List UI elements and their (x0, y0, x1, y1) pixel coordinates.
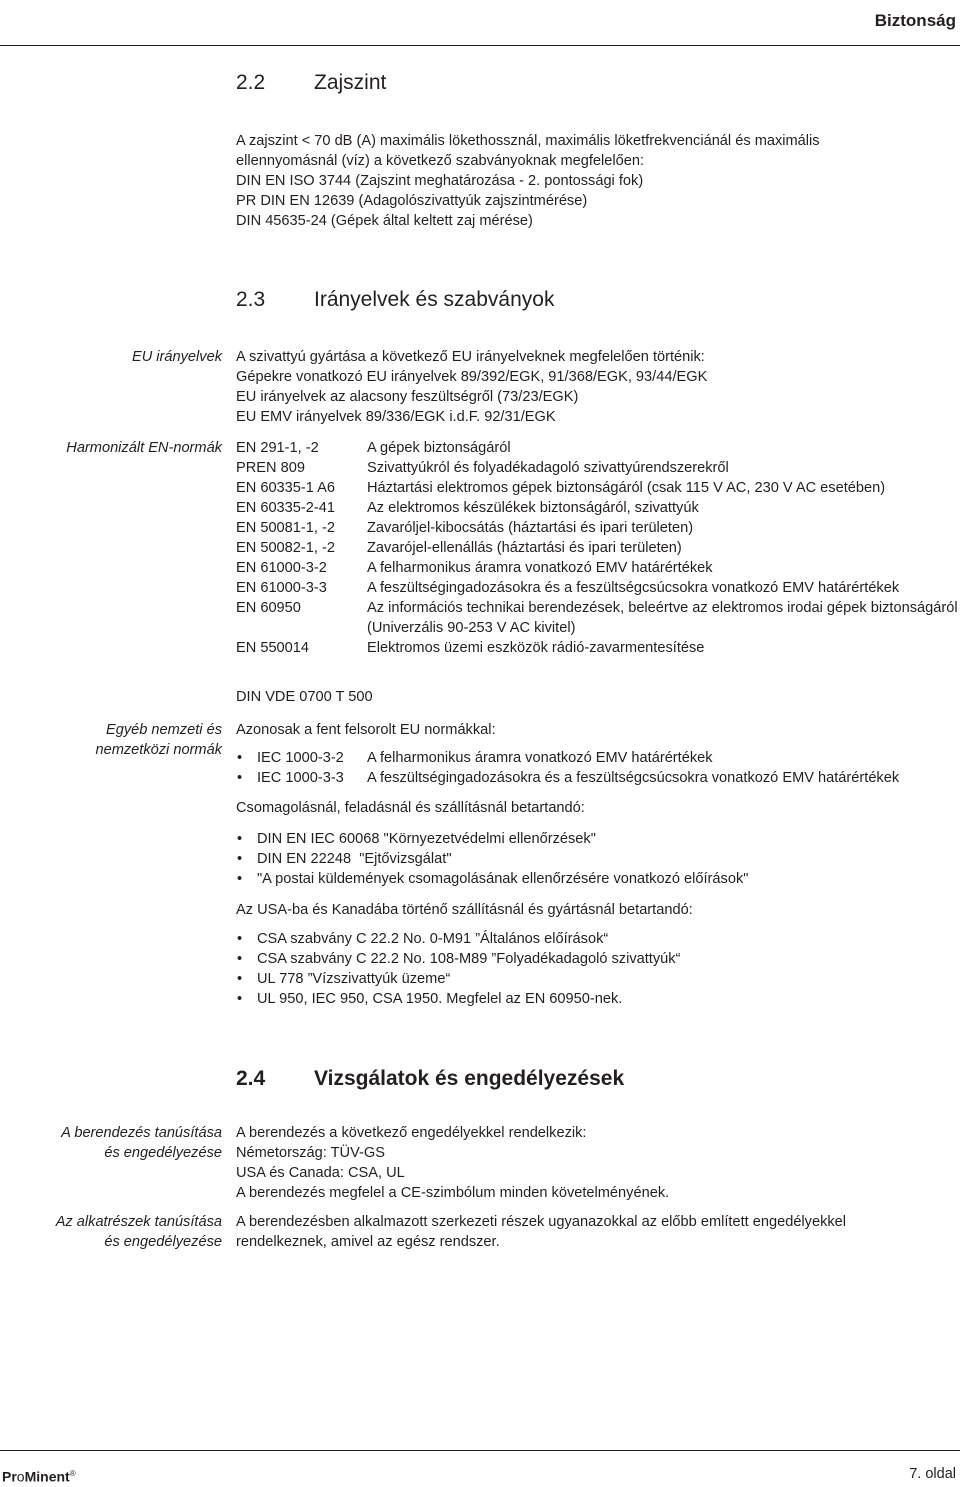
margin-label-line: és engedélyezése (104, 1145, 222, 1161)
standard-description: Elektromos üzemi eszközök rádió-zavarmentesítése (367, 640, 705, 656)
usa-list (236, 929, 958, 1009)
text-line: DIN EN ISO 3744 (Zajszint meghatározása - 2. pontossági fok) (236, 173, 644, 189)
text-line: EU EMV irányelvek 89/336/EGK i.d.F. 92/31/EGK (236, 409, 556, 425)
table-row (236, 498, 958, 518)
bullet: • (237, 991, 243, 1007)
text-line: A berendezés a következő engedélyekkel rendelkezik: (236, 1125, 587, 1141)
standard-code: EN 60950 (236, 600, 301, 616)
bullet: • (237, 951, 243, 967)
text-line: ellennyomásnál (víz) a következő szabványoknak megfelelően: (236, 153, 645, 169)
list-item (236, 768, 958, 788)
usa-intro: Az USA-ba és Kanadába történő szállításnál és gyártásnál betartandó: (236, 902, 693, 918)
table-row (236, 618, 958, 638)
running-header: Biztonság (874, 11, 956, 30)
margin-label-eu-directives: EU irányelvek (131, 349, 222, 365)
text-line: Németország: TÜV-GS (236, 1145, 385, 1161)
list-item (236, 969, 958, 989)
standard-description: Az információs technikai berendezések, beleértve az elektromos irodai gépek biztonságáról (367, 600, 958, 616)
margin-label-harmonized: Harmonizált EN-normák (66, 440, 222, 456)
iec-list (236, 748, 958, 788)
bullet: • (237, 851, 243, 867)
section-title: Zajszint (314, 71, 387, 94)
standard-description: A gépek biztonságáról (367, 440, 511, 456)
margin-label-device-cert (0, 1123, 222, 1163)
table-row (236, 538, 958, 558)
standard-code: EN 60335-1 A6 (236, 480, 335, 496)
table-row (236, 558, 958, 578)
table-row (236, 638, 958, 658)
eu-same-intro: Azonosak a fent felsorolt EU normákkal: (236, 722, 496, 738)
list-item (236, 949, 958, 969)
header-divider (0, 45, 960, 46)
eu-directives-text (236, 347, 958, 427)
table-row (236, 598, 958, 618)
text-line: EU irányelvek az alacsony feszültségről (73/23/EGK) (236, 389, 579, 405)
standard-description: A felharmonikus áramra vonatkozó EMV határértékek (367, 560, 713, 576)
margin-label-line: Az alkatrészek tanúsítása (55, 1214, 222, 1230)
standard-description: (Univerzális 90-253 V AC kivitel) (367, 620, 576, 636)
logo-text: Pr (2, 1468, 17, 1485)
list-item (236, 989, 958, 1009)
text-line: Gépekre vonatkozó EU irányelvek 89/392/EGK, 91/368/EGK, 93/44/EGK (236, 369, 708, 385)
margin-label-line: és engedélyezése (104, 1234, 222, 1250)
section-number: 2.4 (236, 1067, 266, 1090)
section-heading-2-4 (236, 1069, 624, 1089)
list-item-text: DIN EN 22248 "Ejtővizsgálat" (257, 851, 452, 867)
standard-description: A feszültségingadozásokra és a feszültségcsúcsokra vonatkozó EMV határértékek (367, 580, 900, 596)
standard-description: A felharmonikus áramra vonatkozó EMV határértékek (367, 750, 713, 766)
bullet: • (237, 931, 243, 947)
text-line: USA és Canada: CSA, UL (236, 1165, 405, 1181)
margin-label-other-norms (0, 720, 222, 760)
bullet: • (237, 750, 243, 766)
section-number: 2.3 (236, 288, 266, 311)
bullet: • (237, 770, 243, 786)
list-item (236, 829, 958, 849)
list-item (236, 849, 958, 869)
device-cert-text (236, 1123, 958, 1203)
bullet: • (237, 971, 243, 987)
list-item-text: "A postai küldemények csomagolásának ellenőrzésére vonatkozó előírások" (257, 871, 749, 887)
standard-description: Zavaróljel-kibocsátás (háztartási és ipari területen) (367, 520, 694, 536)
text-line: A berendezés megfelel a CE-szimbólum minden követelményének. (236, 1185, 670, 1201)
standard-code (236, 618, 367, 638)
harmonized-standards-table (236, 438, 958, 658)
text-line: A szivattyú gyártása a következő EU irányelveknek megfelelően történik: (236, 349, 705, 365)
list-item (236, 748, 958, 768)
list-item (236, 869, 958, 889)
margin-label-line: Egyéb nemzeti és (105, 722, 222, 738)
logo-text: o (16, 1468, 25, 1485)
margin-label-line: A berendezés tanúsítása (61, 1125, 222, 1141)
standard-code: EN 60335-2-41 (236, 500, 335, 516)
standard-code: EN 50081-1, -2 (236, 520, 335, 536)
standard-code: EN 61000-3-2 (236, 560, 327, 576)
standard-description: Szivattyúkról és folyadékadagoló szivattyúrendszerekről (367, 460, 729, 476)
section-heading-2-3 (236, 290, 554, 310)
section-number: 2.2 (236, 71, 266, 94)
noise-paragraph (236, 131, 958, 231)
text-line: rendelkeznek, amivel az egész rendszer. (236, 1234, 500, 1250)
standard-description: A feszültségingadozásokra és a feszültségcsúcsokra vonatkozó EMV határértékek (367, 770, 900, 786)
packaging-list (236, 829, 958, 889)
list-item-text: UL 778 ”Vízszivattyúk üzeme“ (257, 971, 451, 987)
table-row (236, 478, 958, 498)
prominent-logo (2, 1464, 76, 1487)
bullet: • (237, 871, 243, 887)
list-item-text: CSA szabvány C 22.2 No. 108-M89 ”Folyadékadagoló szivattyúk“ (257, 951, 681, 967)
section-title: Irányelvek és szabványok (314, 288, 555, 311)
registered-mark: ® (69, 1469, 76, 1478)
text-line: PR DIN EN 12639 (Adagolószivattyúk zajszintmérése) (236, 193, 588, 209)
list-item-text: UL 950, IEC 950, CSA 1950. Megfelel az EN 60950-nek. (257, 991, 623, 1007)
margin-label-parts-cert (0, 1212, 222, 1252)
footer-divider (0, 1450, 960, 1451)
standard-code: EN 61000-3-3 (236, 580, 327, 596)
standard-description: Zavarójel-ellenállás (háztartási és ipari területen) (367, 540, 682, 556)
margin-label-line: nemzetközi normák (95, 742, 222, 758)
list-item-text: CSA szabvány C 22.2 No. 0-M91 ”Általános előírások“ (257, 931, 609, 947)
logo-text: Minent (24, 1468, 70, 1485)
text-line: A berendezésben alkalmazott szerkezeti részek ugyanazokkal az előbb említett engedélyekkel (236, 1214, 847, 1230)
standard-description: Az elektromos készülékek biztonságáról, szivattyúk (367, 500, 699, 516)
text-line: A zajszint < 70 dB (A) maximális lökethossznál, maximális löketfrekvenciánál és maximális (236, 133, 820, 149)
list-item-text: DIN EN IEC 60068 "Környezetvédelmi ellenőrzések" (257, 831, 596, 847)
table-row (236, 458, 958, 478)
bullet: • (237, 831, 243, 847)
standard-code: EN 50082-1, -2 (236, 540, 335, 556)
standard-code: IEC 1000-3-3 (257, 770, 344, 786)
section-heading-2-2 (236, 73, 386, 93)
standard-code: PREN 809 (236, 460, 305, 476)
standard-code: EN 550014 (236, 640, 310, 656)
page-number: 7. oldal (909, 1466, 956, 1482)
table-row (236, 438, 958, 458)
table-row (236, 518, 958, 538)
text-line: DIN 45635-24 (Gépek által keltett zaj mérése) (236, 213, 533, 229)
packaging-intro: Csomagolásnál, feladásnál és szállításnál betartandó: (236, 800, 585, 816)
standard-code: EN 291-1, -2 (236, 440, 319, 456)
section-title: Vizsgálatok és engedélyezések (314, 1067, 625, 1090)
din-vde-line: DIN VDE 0700 T 500 (236, 689, 373, 705)
table-row (236, 578, 958, 598)
standard-code: IEC 1000-3-2 (257, 750, 344, 766)
list-item (236, 929, 958, 949)
parts-cert-text (236, 1212, 958, 1252)
standard-description: Háztartási elektromos gépek biztonságáról (csak 115 V AC, 230 V AC esetében) (367, 480, 886, 496)
